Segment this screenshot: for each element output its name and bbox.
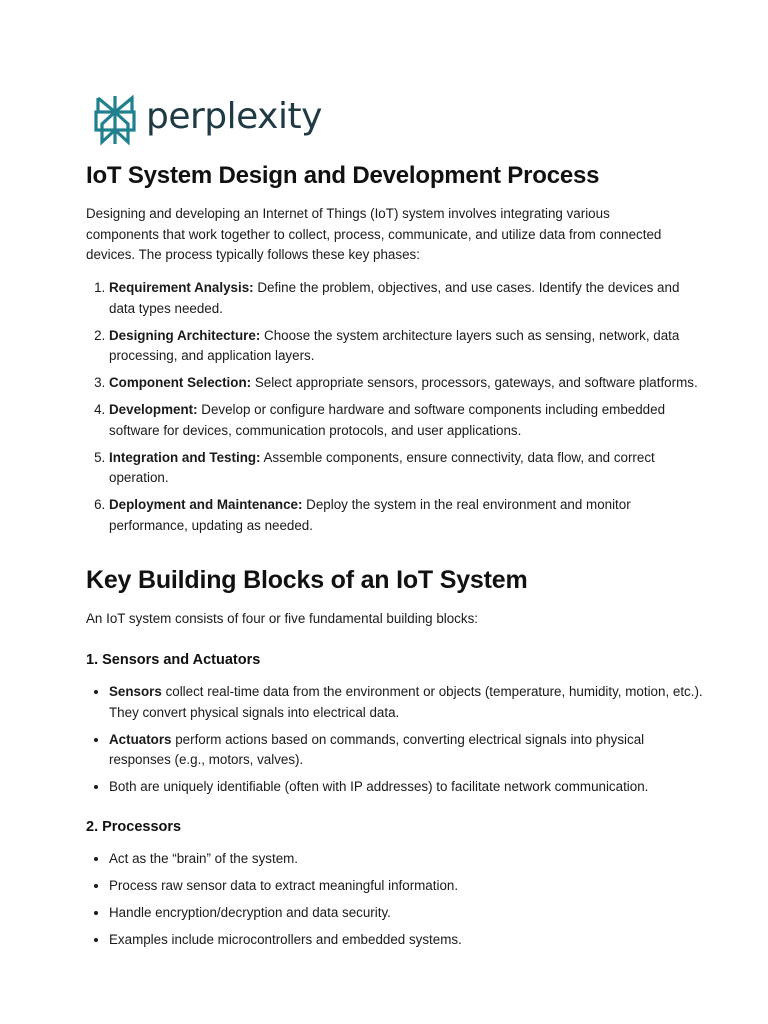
perplexity-logo [94, 94, 322, 146]
list-item: • Process raw sensor data to extract meaningful information. [109, 876, 709, 897]
phase-text: Assemble components, ensure connectivity, data flow, and correct operation. [109, 449, 655, 485]
phase-text: Define the problem, objectives, and use cases. Identify the devices and data types needed. [109, 280, 680, 316]
phase-term: Integration and Testing: [109, 449, 261, 465]
phase-text: Develop or configure hardware and software components including embedded software for devices, communication protocols, and user applications. [109, 402, 666, 438]
list-item [109, 777, 709, 798]
list-item [109, 682, 709, 723]
list-item [109, 400, 709, 441]
list-item [109, 278, 709, 319]
sensors-list [86, 682, 709, 804]
subsection-heading-processors: 2. Processors [86, 819, 182, 835]
phase-text: Deploy the system in the real environment and monitor performance, updating as needed. [109, 497, 631, 533]
intro-paragraph: Designing and developing an Internet of Things (IoT) system involves integrating various components that work together to collect, process, communicate, and utilize data from connected devices. The process typically follows these key phases: [86, 206, 662, 262]
phase-term: Component Selection: [109, 375, 252, 390]
list-item [109, 495, 709, 536]
list-item [109, 373, 709, 394]
phase-text: Select appropriate sensors, processors, gateways, and software platforms. [251, 375, 698, 390]
processors-list [86, 849, 709, 957]
phase-term: Requirement Analysis: [109, 280, 254, 295]
item-term: Actuators [109, 731, 172, 747]
phase-term: Development: [109, 402, 198, 417]
item-text: perform actions based on commands, converting electrical signals into physical responses (e.g., motors, valves). [109, 731, 645, 767]
list-item [109, 448, 709, 489]
item-term: Sensors [109, 684, 162, 699]
phase-text: Choose the system architecture layers such as sensing, network, data processing, and application layers. [109, 327, 680, 363]
list-item [109, 326, 709, 367]
perplexity-logo-icon [94, 94, 136, 146]
section-intro: An IoT system consists of four or five fundamental building blocks: [86, 611, 478, 626]
phase-term: Designing Architecture: [109, 327, 261, 343]
logo-wordmark: perplexity [146, 96, 322, 137]
list-item: • Handle encryption/decryption and data security. [109, 903, 709, 924]
section-heading: Key Building Blocks of an IoT System [86, 566, 528, 594]
subsection-heading-sensors: 1. Sensors and Actuators [86, 652, 261, 668]
list-item: • Examples include microcontrollers and embedded systems. [109, 930, 709, 951]
list-item [109, 730, 709, 771]
item-text: collect real-time data from the environment or objects (temperature, humidity, motion, etc.). They convert physical signals into electrical data. [109, 684, 703, 720]
phases-list [86, 278, 709, 543]
phase-term: Deployment and Maintenance: [109, 497, 303, 512]
page-title: IoT System Design and Development Process [86, 162, 600, 189]
list-item: • Act as the “brain” of the system. [109, 849, 709, 870]
item-text: Both are uniquely identifiable (often with IP addresses) to facilitate network communication. [109, 779, 649, 794]
